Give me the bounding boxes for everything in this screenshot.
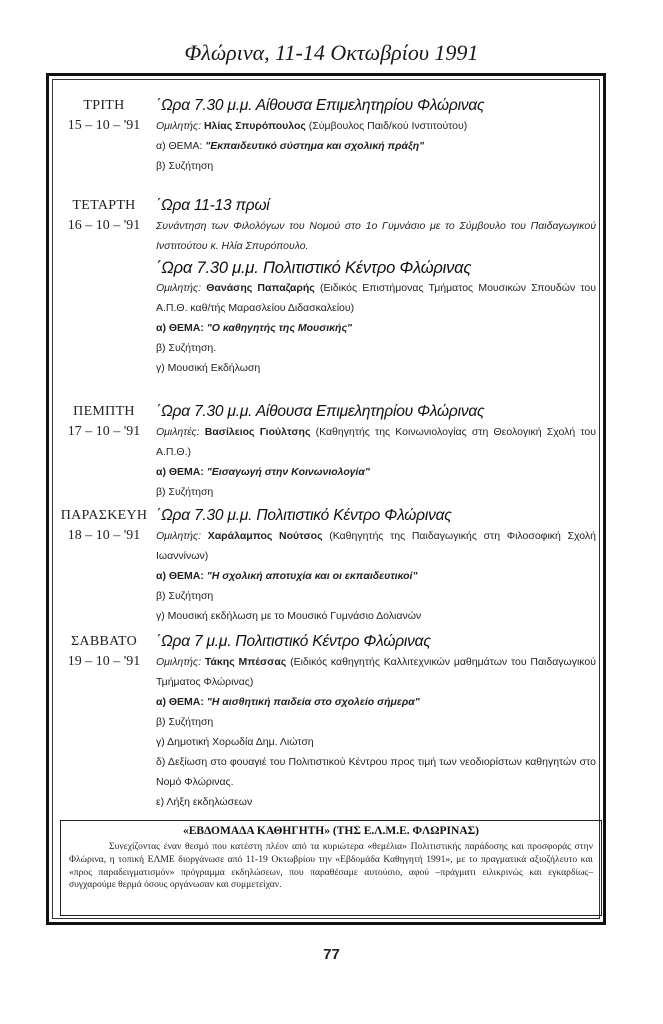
speaker-name: Χαράλαμπος Νούτσος xyxy=(207,530,323,542)
agenda-item: γ) Μουσική Εκδήλωση xyxy=(156,362,261,374)
agenda-item: γ) Δημοτική Χορωδία Δημ. Λιώτση xyxy=(156,736,314,748)
speaker-label: Ομιλητής: xyxy=(156,282,202,294)
agenda-item: β) Συζήτηση. xyxy=(156,342,217,354)
event-time-venue: ΄Ωρα 7 μ.μ. Πολιτιστικό Κέντρο Φλώρινας xyxy=(156,633,431,650)
theme-label: α) ΘΕΜΑ: xyxy=(156,322,204,334)
speaker-role: (Καθηγητής της Κοινωνιολογίας στη Θεολογική Σχολή του Α.Π.Θ.) xyxy=(156,426,597,458)
theme-title: "Η αισθητική παιδεία στο σχολείο σήμερα" xyxy=(206,696,420,708)
note-box xyxy=(60,820,602,916)
theme-label: α) ΘΕΜΑ: xyxy=(156,570,204,582)
morning-meeting-text: Συνάντηση των Φιλολόγων του Νομού στο 1ο Γυμνάσιο με το Σύμβουλο του Παιδαγωγικού Ινστιτούτου κ. Ηλία Σπυρόπουλο. xyxy=(156,220,596,252)
event-time-venue: ΄Ωρα 7.30 μ.μ. Πολιτιστικό Κέντρο Φλώρινας xyxy=(156,259,472,277)
day-label: ΤΕΤΑΡΤΗ xyxy=(72,198,136,213)
theme-label: α) ΘΕΜΑ: xyxy=(156,466,204,478)
speaker-label: Ομιλητές: xyxy=(156,426,200,438)
day-date: 19 – 10 – '91 xyxy=(67,654,141,669)
day-date: 15 – 10 – '91 xyxy=(67,118,141,133)
theme-title: "Ο καθηγητής της Μουσικής" xyxy=(206,322,353,334)
speaker-role: (Ειδικός καθηγητής Καλλιτεχνικών μαθημάτων του Παιδαγωγικού Τμήματος Φλώρινας) xyxy=(156,656,597,688)
note-title: «ΕΒΔΟΜΑΔΑ ΚΑΘΗΓΗΤΗ» (ΤΗΣ Ε.Λ.Μ.Ε. ΦΛΩΡΙΝΑΣ) xyxy=(183,825,479,837)
speaker-name: Τάκης Μπέσσας xyxy=(204,656,287,668)
day-date: 16 – 10 – '91 xyxy=(67,218,141,233)
agenda-item: ε) Λήξη εκδηλώσεων xyxy=(156,796,253,808)
agenda-item: β) Συζήτηση xyxy=(156,486,214,498)
speaker-role: (Καθηγητής της Παιδαγωγικής στη Φιλοσοφική Σχολή Ιωαννίνων) xyxy=(156,530,597,562)
day-label: ΣΑΒΒΑΤΟ xyxy=(70,634,138,649)
speaker-name: Θανάσης Παπαζαρής xyxy=(206,282,315,294)
event-time-venue: ΄Ωρα 7.30 μ.μ. Αίθουσα Επιμελητηρίου Φλώρινας xyxy=(156,97,485,114)
speaker-name: Ηλίας Σπυρόπουλος xyxy=(203,120,306,132)
agenda-item: δ) Δεξίωση στο φουαγιέ του Πολιτιστικού Κέντρου προς τιμή των νεοδιορίστων καθηγητών στο Νομό Φλώρινας. xyxy=(156,756,596,788)
day-label: ΤΡΙΤΗ xyxy=(83,98,125,113)
event-time-venue: ΄Ωρα 7.30 μ.μ. Αίθουσα Επιμελητηρίου Φλώρινας xyxy=(156,403,485,420)
day-date: 18 – 10 – '91 xyxy=(67,528,141,543)
speaker-label: Ομιλητής: xyxy=(156,530,202,542)
event-time-venue: ΄Ωρα 7.30 μ.μ. Πολιτιστικό Κέντρο Φλώρινας xyxy=(156,507,452,524)
page-header-title: Φλώρινα, 11-14 Οκτωβρίου 1991 xyxy=(184,40,479,65)
theme-title: "Εκπαιδευτικό σύστημα και σχολική πράξη" xyxy=(205,140,425,152)
speaker-role: (Ειδικός Επιστήμονας Τμήματος Μουσικών Σπουδών του Α.Π.Θ. καθ/τής Μαρασλείου Διδασκαλείου) xyxy=(156,282,596,314)
day-label: ΠΑΡΑΣΚΕΥΗ xyxy=(60,508,148,523)
theme-label: α) ΘΕΜΑ: xyxy=(156,696,204,708)
theme-title: "Η σχολική αποτυχία και οι εκπαιδευτικοί" xyxy=(206,570,418,582)
day-date: 17 – 10 – '91 xyxy=(67,424,141,439)
theme-title: "Εισαγωγή στην Κοινωνιολογία" xyxy=(206,466,370,478)
event-time-morning: ΄Ωρα 11-13 πρωί xyxy=(156,197,270,214)
agenda-item: β) Συζήτηση xyxy=(156,160,214,172)
theme-label: α) ΘΕΜΑ: xyxy=(156,140,203,152)
agenda-item: β) Συζήτηση xyxy=(156,590,214,602)
agenda-item: β) Συζήτηση xyxy=(156,716,214,728)
page-number: 77 xyxy=(323,946,340,963)
speaker-label: Ομιλητής: xyxy=(156,120,202,132)
day-label: ΠΕΜΠΤΗ xyxy=(73,404,135,419)
speaker-name: Βασίλειος Γιούλτσης xyxy=(204,426,311,438)
agenda-item: γ) Μουσική εκδήλωση με το Μουσικό Γυμνάσιο Δολιανών xyxy=(156,610,422,622)
note-body: Συνεχίζοντας έναν θεσμό που κατέστη πλέον από τα κυριώτερα «θεμέλια» Πολιτιστικής παράδοσης και προσφοράς στην Φλώρινα, η τοπική ΕΛΜΕ διοργάνωσε από 11-19 Οκτωβρίου την «Εβδομάδα Καθηγητή 1991», με το πραγματικά αξιοζήλευτο και «προς παραδειγματισμόν» πρόγραμμα εκδηλώσεων, που παραθέσαμε αυτούσιο, αφού –πράγματι ειλικρινώς και εγκαρδίως– συγχαρούμε θερμά όσους οργάνωσαν και συμμετείχαν. xyxy=(69,841,593,891)
speaker-label: Ομιλητής: xyxy=(156,656,202,668)
speaker-role: (Σύμβουλος Παιδ/κού Ινστιτούτου) xyxy=(308,120,468,132)
